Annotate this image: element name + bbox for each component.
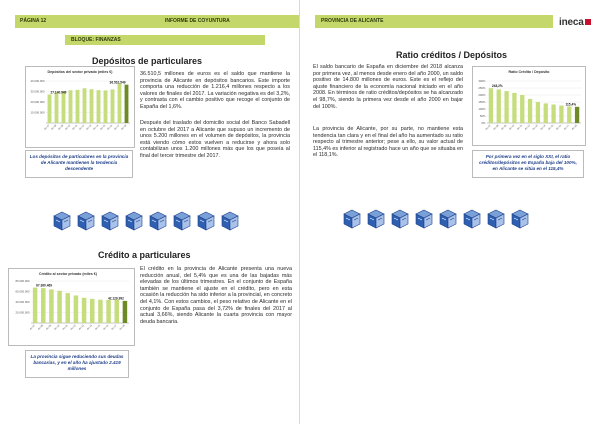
x-tick-label: dic-17 (113, 124, 121, 131)
blocks-icon-right (340, 208, 540, 232)
y-tick-label: 80.000.000 (15, 279, 30, 283)
bar (98, 300, 102, 323)
province-label: PROVINCIA DE ALICANTE (321, 18, 384, 24)
y-tick-label: 10.000.000 (30, 110, 45, 115)
x-tick-label: dic-12 (69, 324, 77, 331)
deposits-caption: Los depósitos de particulares en la provincia de Alicante mantienen la tendencia descendente (25, 150, 133, 178)
bar (123, 301, 127, 323)
credit-caption: La provincia sigue reduciendo sus deudas bancarias, y en el año ha ajustado 2.419 millones (25, 350, 129, 378)
bar (575, 107, 579, 123)
bar (57, 291, 61, 323)
x-tick-label: dic-12 (524, 124, 531, 131)
y-tick-label: 30.000.000 (30, 89, 45, 94)
credit-chart-title: Crédito al sector privado (miles €) (39, 272, 97, 276)
y-tick-label: 40.000.000 (30, 79, 45, 83)
bar (115, 300, 119, 323)
cube-icon (368, 210, 384, 228)
x-tick-label: dic-11 (516, 124, 523, 131)
x-tick-label: dic-10 (64, 124, 72, 131)
bar (83, 88, 87, 123)
bar (69, 90, 73, 123)
bar (520, 95, 524, 123)
bar (66, 293, 70, 323)
x-tick-label: dic-08 (492, 124, 500, 131)
x-tick-label: dic-15 (99, 124, 107, 131)
x-tick-label: dic-10 (508, 124, 516, 131)
bar (90, 299, 94, 323)
deposits-paragraph-1: 36.510,5 millones de euros es el saldo que mantiene la provincia de Alicante en depósitos bancarios. Este importe comporta una reducción de 1.216,4 millones respecto a los valores de finales del 2017. La variación negativa es del 3,2%, y contrasta con el cambio positivo que recoge el conjunto de España del 1,6%. (140, 71, 290, 110)
cube-icon (222, 212, 238, 230)
blocks-icon (50, 210, 250, 234)
report-title: INFORME DE COYUNTURA (165, 18, 230, 24)
x-tick-label: dic-13 (531, 124, 539, 131)
ratio-title: Ratio créditos / Depósitos (396, 50, 508, 60)
cube-icon (102, 212, 118, 230)
ratio-chart-title: Ratio Crédito / Depósito (508, 70, 550, 74)
x-tick-label: dic-07 (484, 124, 492, 131)
bar (489, 88, 493, 123)
deposits-chart (25, 66, 135, 148)
bar (33, 288, 37, 323)
x-tick-label: dic-17 (563, 124, 570, 131)
credit-chart-svg (9, 269, 134, 345)
data-label: 36.510.549 (109, 80, 126, 85)
deposits-paragraph-2: Después del traslado del domicilio social del Banco Sabadell en octubre del 2017 a Alicante que supuso un incremento de unos 5.200 millones en el volumen de depósitos, la provincia está viendo cómo estos vuelven a reducirse y ahora solo contabilizan unos 1.200 millones más que los que poseía al final del tercer trimestre del 2017. (140, 120, 290, 159)
credit-paragraph: El crédito en la provincia de Alicante presenta una nueva reducción anual, del 5,4% que es una de las bajadas más elevadas de los últimos trimestres. En el conjunto de España también se mantiene el ajuste en el crédito, pero en esta ocasión la reducción ha sido inferior a la provincial, en concreto del 4,1%. Con estos cambios, el peso relativo de Alicante en el conjunto de España pasa del 3,72% de finales del 2017 al actual 3,66%, siendo Alicante la cuarta provincia con mayor deuda bancaria. (140, 266, 292, 325)
bar (62, 91, 66, 123)
cube-icon (392, 210, 408, 228)
bar (497, 89, 501, 123)
bar (544, 103, 548, 123)
cube-icon (54, 212, 70, 230)
x-tick-label: dic-09 (57, 124, 65, 131)
bar (111, 89, 115, 123)
data-label: 27.140.949 (50, 90, 67, 95)
x-tick-label: dic-07 (43, 124, 51, 131)
y-tick-label: 200% (478, 93, 486, 97)
x-tick-label: dic-08 (50, 124, 58, 131)
x-tick-label: dic-15 (547, 124, 555, 131)
logo-text: ineca (559, 17, 584, 28)
data-label: 248,2% (491, 84, 503, 89)
bar (104, 90, 108, 123)
x-tick-label: dic-13 (85, 124, 93, 131)
cube-icon (150, 212, 166, 230)
cube-icon (174, 212, 190, 230)
y-tick-label: 300% (478, 79, 486, 83)
bar (512, 93, 516, 123)
cube-icon (126, 212, 142, 230)
ineca-logo (559, 17, 591, 28)
bar (76, 90, 80, 123)
deposits-chart-svg (26, 67, 134, 147)
deposits-chart-title: Depósitos del sector privado (miles €) (47, 70, 113, 74)
ratio-paragraph-1: El saldo bancario de España en diciembre del 2018 alcanza por primera vez, al menos desde enero del año 2000, un saldo positivo de 14.800 millones de euros. Este es el reflejo del ajuste financiero de la economía nacional iniciado en el año 2008. En términos de ratio créditos/depósitos se ha alcanzado el 98,7%, siendo la primera vez desde el año 2000 en bajar del 100%. (313, 64, 463, 110)
bar (41, 288, 45, 323)
x-tick-label: dic-10 (53, 324, 61, 331)
x-tick-label: dic-11 (71, 124, 79, 131)
bar (551, 105, 555, 123)
cube-icon (464, 210, 480, 228)
data-label: 115,4% (565, 102, 577, 107)
right-page (300, 0, 600, 424)
cube-icon (488, 210, 504, 228)
deposits-title: Depósitos de particulares (92, 56, 203, 66)
credit-chart (8, 268, 135, 346)
bar (528, 99, 532, 123)
credit-title: Crédito a particulares (98, 250, 191, 260)
y-tick-label: 20.000.000 (15, 310, 30, 315)
bar (567, 106, 571, 123)
cube-icon (198, 212, 214, 230)
x-tick-label: dic-16 (555, 124, 563, 131)
cube-icon (78, 212, 94, 230)
y-tick-label: 250% (478, 86, 486, 90)
x-tick-label: dic-18 (120, 124, 128, 131)
x-tick-label: dic-16 (106, 124, 114, 131)
x-tick-label: dic-09 (45, 324, 53, 331)
x-tick-label: dic-14 (92, 124, 100, 131)
right-header-bar (315, 15, 553, 28)
cube-icon (416, 210, 432, 228)
x-tick-label: dic-11 (61, 324, 69, 331)
y-tick-label: 50% (479, 114, 486, 118)
y-tick-label: 100% (478, 107, 486, 111)
x-tick-label: dic-14 (539, 124, 547, 131)
bar (49, 289, 53, 323)
y-tick-label: 0% (481, 121, 486, 125)
cube-icon (344, 210, 360, 228)
y-tick-label: 150% (478, 100, 486, 104)
ratio-chart-svg (473, 67, 585, 145)
logo-dot-icon (585, 19, 591, 25)
bar (559, 106, 563, 124)
bar (55, 92, 59, 123)
bar (536, 102, 540, 123)
bar (97, 90, 101, 123)
x-tick-label: dic-17 (110, 324, 118, 331)
x-tick-label: dic-12 (78, 124, 86, 131)
data-label: 67.380.469 (36, 283, 53, 288)
x-tick-label: dic-18 (571, 124, 578, 131)
bar (106, 300, 110, 323)
y-tick-label: 40.000.000 (15, 300, 30, 304)
x-tick-label: dic-13 (78, 324, 85, 331)
x-tick-label: dic-09 (500, 124, 508, 131)
x-tick-label: dic-07 (29, 324, 36, 331)
bar (90, 89, 94, 123)
bar (82, 298, 86, 323)
ratio-paragraph-2: La provincia de Alicante, por su parte, no mantiene esta tendencia tan clara y en el final del año ha aumentado su ratio respecto al trimestre anterior; pese a ello, su valor actual de 115,4% es inferior al registrado hace un año que se situaba en el 118,1%. (313, 126, 463, 159)
cube-icon (440, 210, 456, 228)
y-tick-label: 20.000.000 (30, 100, 45, 104)
bar (118, 83, 122, 123)
x-tick-label: dic-14 (86, 324, 93, 331)
block-label: BLOQUE: FINANZAS (65, 35, 265, 45)
page-number: PÁGINA 12 (20, 18, 47, 24)
x-tick-label: dic-16 (102, 324, 110, 331)
bar (504, 91, 508, 123)
bar (125, 85, 129, 123)
x-tick-label: dic-15 (94, 324, 102, 331)
left-header-bar (15, 15, 299, 28)
ratio-caption: Por primera vez en el siglo XXI, el ratio créditos/depósitos en España baja del 100%, en Alicante se sitúa en el 115,4% (472, 150, 584, 178)
x-tick-label: dic-18 (118, 324, 126, 331)
bar (74, 295, 78, 323)
cube-icon (512, 210, 528, 228)
bar (48, 95, 52, 123)
y-tick-label: 60.000.000 (15, 289, 30, 294)
data-label: 42.129.992 (107, 296, 124, 301)
x-tick-label: dic-08 (37, 324, 44, 331)
ratio-chart (472, 66, 586, 146)
